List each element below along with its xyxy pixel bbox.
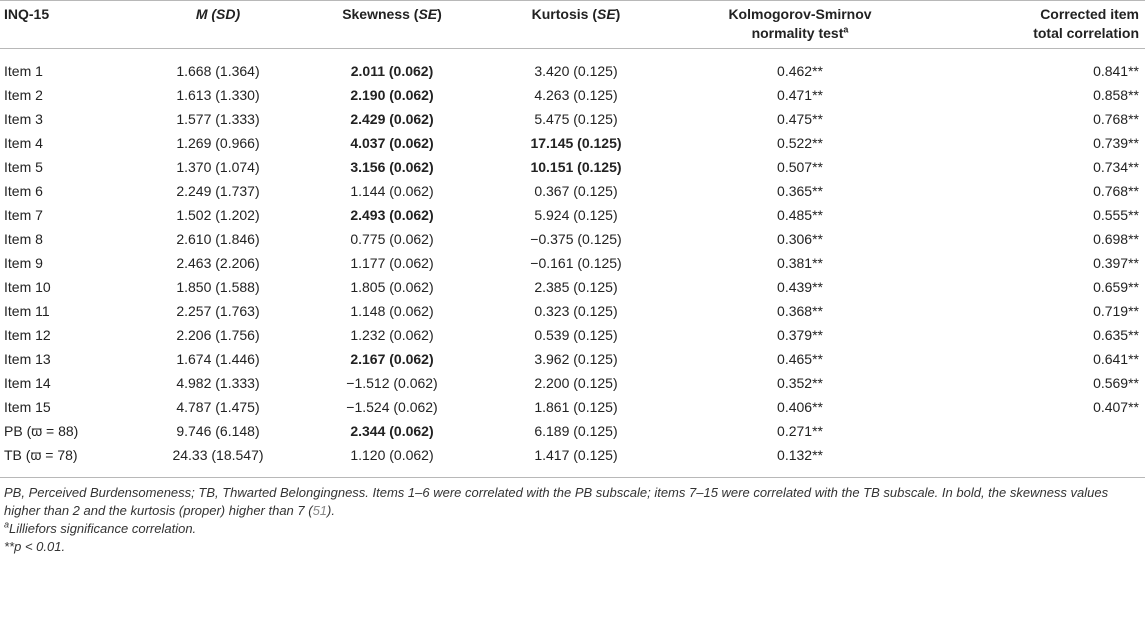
- table-footnotes: [0, 478, 1145, 556]
- cell-ks-test: 0.471**: [777, 87, 823, 103]
- cell-skewness: 2.190 (0.062): [350, 87, 434, 103]
- header-m-sd: M (SD): [195, 6, 241, 22]
- cell-m-sd: 2.257 (1.763): [176, 303, 260, 319]
- cell-item-total-correlation: 0.734**: [1093, 159, 1139, 175]
- cell-item-total-correlation: 0.739**: [1093, 135, 1139, 151]
- table-row: [0, 275, 1145, 299]
- cell-kurtosis: 3.962 (0.125): [534, 351, 618, 367]
- footnote-abbreviations: PB, Perceived Burdensomeness; TB, Thwarted Belongingness. Items 1–6 were correlated with the PB subscale; items 7–15 were correlated with the TB subscale. In bold, the skewness values higher than 2 and the kurtosis (proper) higher than 7 (51).: [4, 485, 1109, 518]
- cell-skewness: 1.148 (0.062): [350, 303, 434, 319]
- cell-m-sd: 1.577 (1.333): [176, 111, 260, 127]
- cell-item-total-correlation: [932, 419, 1145, 443]
- row-label: Item 13: [4, 351, 51, 367]
- row-label: Item 4: [4, 135, 43, 151]
- cell-m-sd: 1.269 (0.966): [176, 135, 260, 151]
- header-item-total-correlation: Corrected item total correlation: [1033, 6, 1139, 41]
- cell-kurtosis: 5.475 (0.125): [534, 111, 618, 127]
- cell-ks-test: 0.379**: [777, 327, 823, 343]
- cell-kurtosis: 17.145 (0.125): [530, 135, 622, 151]
- cell-m-sd: 2.249 (1.737): [176, 183, 260, 199]
- table-row: [0, 323, 1145, 347]
- reference-link[interactable]: 51: [312, 503, 328, 518]
- cell-skewness: 1.144 (0.062): [350, 183, 434, 199]
- row-label: Item 9: [4, 255, 43, 271]
- cell-kurtosis: 2.385 (0.125): [534, 279, 618, 295]
- cell-skewness: 3.156 (0.062): [350, 159, 434, 175]
- cell-m-sd: 2.206 (1.756): [176, 327, 260, 343]
- row-label: Item 2: [4, 87, 43, 103]
- row-label: PB (ϖ = 88): [4, 423, 79, 439]
- row-label: Item 14: [4, 375, 51, 391]
- cell-item-total-correlation: 0.719**: [1093, 303, 1139, 319]
- cell-kurtosis: 6.189 (0.125): [534, 423, 618, 439]
- table-row: [0, 203, 1145, 227]
- cell-ks-test: 0.365**: [777, 183, 823, 199]
- cell-kurtosis: 5.924 (0.125): [534, 207, 618, 223]
- cell-ks-test: 0.522**: [777, 135, 823, 151]
- cell-m-sd: 1.674 (1.446): [176, 351, 260, 367]
- cell-kurtosis: 0.367 (0.125): [534, 183, 618, 199]
- table-header: [0, 1, 1145, 49]
- cell-m-sd: 1.668 (1.364): [176, 63, 260, 79]
- row-label: Item 11: [4, 303, 50, 319]
- cell-ks-test: 0.271**: [777, 423, 823, 439]
- cell-m-sd: 1.370 (1.074): [176, 159, 260, 175]
- cell-item-total-correlation: 0.768**: [1093, 111, 1139, 127]
- cell-m-sd: 4.982 (1.333): [176, 375, 260, 391]
- cell-m-sd: 2.463 (2.206): [176, 255, 260, 271]
- cell-ks-test: 0.368**: [777, 303, 823, 319]
- cell-kurtosis: 1.861 (0.125): [534, 399, 618, 415]
- cell-kurtosis: 2.200 (0.125): [534, 375, 618, 391]
- cell-item-total-correlation: [932, 443, 1145, 478]
- cell-m-sd: 1.613 (1.330): [176, 87, 260, 103]
- cell-item-total-correlation: 0.635**: [1093, 327, 1139, 343]
- table-row: [0, 419, 1145, 443]
- table-row: [0, 227, 1145, 251]
- header-kurtosis: Kurtosis (SE): [531, 6, 621, 22]
- cell-skewness: 2.493 (0.062): [350, 207, 434, 223]
- row-label: Item 5: [4, 159, 43, 175]
- row-label: Item 10: [4, 279, 51, 295]
- table-row: [0, 443, 1145, 478]
- cell-skewness: 2.344 (0.062): [350, 423, 434, 439]
- cell-skewness: 1.232 (0.062): [350, 327, 434, 343]
- cell-ks-test: 0.352**: [777, 375, 823, 391]
- cell-item-total-correlation: 0.698**: [1093, 231, 1139, 247]
- table-row: [0, 395, 1145, 419]
- footnote-a: $^a$Lilliefors significance correlation.: [4, 519, 197, 536]
- cell-item-total-correlation: 0.841**: [1093, 63, 1139, 79]
- cell-ks-test: 0.485**: [777, 207, 823, 223]
- row-label: Item 6: [4, 183, 43, 199]
- cell-skewness: 2.011 (0.062): [350, 63, 434, 79]
- cell-item-total-correlation: 0.407**: [1093, 399, 1139, 415]
- cell-kurtosis: 1.417 (0.125): [534, 447, 618, 463]
- cell-item-total-correlation: 0.768**: [1093, 183, 1139, 199]
- row-label: TB (ϖ = 78): [4, 447, 78, 463]
- table-row: [0, 83, 1145, 107]
- cell-m-sd: 1.850 (1.588): [176, 279, 260, 295]
- row-label: Item 15: [4, 399, 51, 415]
- row-label: Item 7: [4, 207, 43, 223]
- cell-kurtosis: 0.539 (0.125): [534, 327, 618, 343]
- cell-ks-test: 0.465**: [777, 351, 823, 367]
- table-row: [0, 251, 1145, 275]
- cell-item-total-correlation: 0.397**: [1093, 255, 1139, 271]
- cell-item-total-correlation: 0.858**: [1093, 87, 1139, 103]
- header-ks-test: Kolmogorov-Smirnov normality test$^a$: [728, 6, 872, 41]
- header-inq15: INQ-15: [4, 6, 50, 22]
- cell-kurtosis: 4.263 (0.125): [534, 87, 618, 103]
- cell-kurtosis: −0.375 (0.125): [530, 231, 622, 247]
- cell-kurtosis: 10.151 (0.125): [530, 159, 622, 175]
- cell-ks-test: 0.306**: [777, 231, 823, 247]
- table-row: [0, 107, 1145, 131]
- table-body: [0, 49, 1145, 478]
- cell-skewness: −1.524 (0.062): [346, 399, 438, 415]
- table-row: [0, 131, 1145, 155]
- footnote-significance: **p < 0.01.: [4, 539, 66, 554]
- cell-ks-test: 0.406**: [777, 399, 823, 415]
- cell-kurtosis: −0.161 (0.125): [530, 255, 622, 271]
- cell-ks-test: 0.381**: [777, 255, 823, 271]
- cell-ks-test: 0.439**: [777, 279, 823, 295]
- cell-item-total-correlation: 0.569**: [1093, 375, 1139, 391]
- header-skewness: Skewness (SE): [342, 6, 442, 22]
- cell-m-sd: 1.502 (1.202): [176, 207, 260, 223]
- row-label: Item 1: [4, 63, 43, 79]
- cell-ks-test: 0.475**: [777, 111, 823, 127]
- cell-ks-test: 0.507**: [777, 159, 823, 175]
- cell-ks-test: 0.462**: [777, 63, 823, 79]
- cell-skewness: 2.167 (0.062): [350, 351, 434, 367]
- cell-skewness: 1.805 (0.062): [350, 279, 434, 295]
- cell-skewness: 4.037 (0.062): [350, 135, 434, 151]
- cell-skewness: 1.120 (0.062): [350, 447, 434, 463]
- row-label: Item 3: [4, 111, 43, 127]
- cell-m-sd: 24.33 (18.547): [172, 447, 264, 463]
- cell-skewness: 2.429 (0.062): [350, 111, 434, 127]
- table-row: [0, 347, 1145, 371]
- cell-skewness: 0.775 (0.062): [350, 231, 434, 247]
- cell-item-total-correlation: 0.659**: [1093, 279, 1139, 295]
- table-row: [0, 371, 1145, 395]
- cell-m-sd: 4.787 (1.475): [176, 399, 260, 415]
- cell-kurtosis: 3.420 (0.125): [534, 63, 618, 79]
- cell-item-total-correlation: 0.555**: [1093, 207, 1139, 223]
- cell-skewness: 1.177 (0.062): [350, 255, 434, 271]
- row-label: Item 12: [4, 327, 51, 343]
- cell-m-sd: 9.746 (6.148): [176, 423, 260, 439]
- cell-m-sd: 2.610 (1.846): [176, 231, 260, 247]
- cell-ks-test: 0.132**: [777, 447, 823, 463]
- table-row: [0, 179, 1145, 203]
- table-row: [0, 299, 1145, 323]
- cell-kurtosis: 0.323 (0.125): [534, 303, 618, 319]
- cell-item-total-correlation: 0.641**: [1093, 351, 1139, 367]
- cell-skewness: −1.512 (0.062): [346, 375, 438, 391]
- row-label: Item 8: [4, 231, 43, 247]
- table-row: [0, 49, 1145, 84]
- table-row: [0, 155, 1145, 179]
